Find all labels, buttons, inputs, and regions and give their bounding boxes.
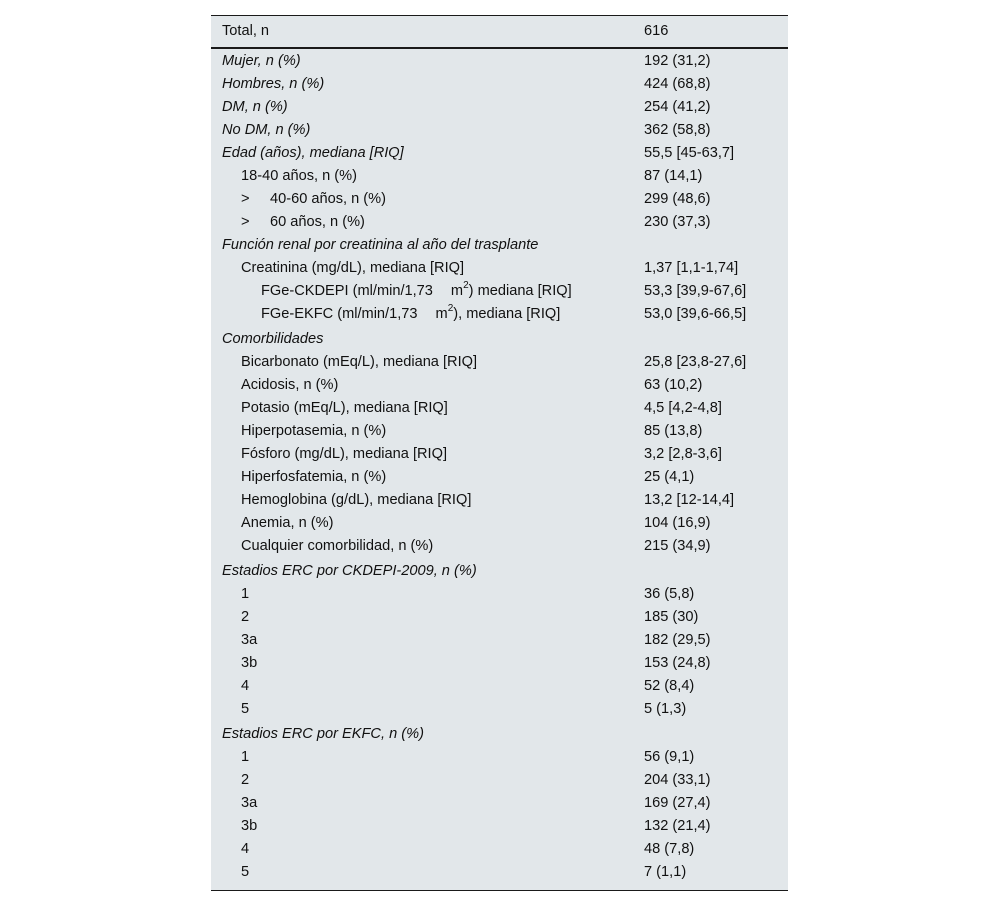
table-body — [211, 49, 788, 890]
row-value: 56 (9,1) — [644, 749, 695, 765]
table-header-row — [211, 16, 788, 49]
table-row — [211, 652, 788, 675]
row-label-text: 3a — [241, 632, 258, 648]
row-value: 424 (68,8) — [644, 76, 711, 92]
row-label — [241, 698, 249, 721]
row-label — [261, 303, 560, 326]
row-label — [241, 769, 249, 792]
row-label-text: Comorbilidades — [222, 331, 324, 347]
table-row — [211, 142, 788, 165]
row-label-text: Creatinina (mg/dL), mediana [RIQ] — [241, 260, 465, 276]
row-label-text: Anemia, n (%) — [241, 515, 334, 531]
row-label-suffix: ), mediana [RIQ] — [453, 306, 561, 322]
row-label — [222, 73, 324, 96]
row-value: 182 (29,5) — [644, 632, 711, 648]
row-label-text: 3a — [241, 795, 258, 811]
row-label — [241, 165, 357, 188]
table-row — [211, 119, 788, 142]
row-value: 104 (16,9) — [644, 515, 711, 531]
row-label — [241, 815, 257, 838]
row-value: 55,5 [45-63,7] — [644, 145, 735, 161]
row-label — [241, 374, 338, 397]
table-row — [211, 50, 788, 73]
row-value: 215 (34,9) — [644, 538, 711, 554]
row-value: 1,37 [1,1-1,74] — [644, 260, 739, 276]
row-value: 5 (1,3) — [644, 701, 687, 717]
row-label-text: Edad (años), mediana [RIQ] — [222, 145, 404, 161]
table-row — [211, 420, 788, 443]
row-label — [222, 723, 424, 746]
row-label — [241, 675, 249, 698]
row-label-text: 1 — [241, 749, 250, 765]
row-label-text: Hombres, n (%) — [222, 76, 325, 92]
row-label-text: FGe-CKDEPI (ml/min/1,73 — [261, 283, 433, 299]
table-row — [211, 73, 788, 96]
table-row — [211, 489, 788, 512]
row-value: 204 (33,1) — [644, 772, 711, 788]
table-row — [211, 328, 788, 351]
table-row — [211, 96, 788, 119]
row-value: 192 (31,2) — [644, 53, 711, 69]
row-value: 153 (24,8) — [644, 655, 711, 671]
row-value: 53,0 [39,6-66,5] — [644, 306, 747, 322]
row-label-text: Hemoglobina (g/dL), mediana [RIQ] — [241, 492, 472, 508]
row-label — [261, 280, 572, 303]
row-label — [241, 606, 249, 629]
table-row — [211, 397, 788, 420]
row-value: 63 (10,2) — [644, 377, 703, 393]
table-row — [211, 815, 788, 838]
row-label — [241, 211, 365, 234]
table-row — [211, 792, 788, 815]
table-row — [211, 234, 788, 257]
row-label — [241, 861, 249, 884]
row-value: 85 (13,8) — [644, 423, 703, 439]
unit-m: m — [450, 283, 464, 299]
row-label — [241, 838, 249, 861]
row-value: 7 (1,1) — [644, 864, 687, 880]
table-row — [211, 211, 788, 234]
row-value: 132 (21,4) — [644, 818, 711, 834]
table-row — [211, 512, 788, 535]
row-label-text: Potasio (mEq/L), mediana [RIQ] — [241, 400, 448, 416]
row-label-text: 1 — [241, 586, 250, 602]
table-row — [211, 466, 788, 489]
row-label-text: 2 — [241, 772, 250, 788]
table-row — [211, 675, 788, 698]
row-label-text: 4 — [241, 841, 250, 857]
row-label — [241, 629, 257, 652]
row-label-text: 3b — [241, 818, 258, 834]
row-value: 25,8 [23,8-27,6] — [644, 354, 747, 370]
row-label — [241, 188, 386, 211]
row-label-text: Hiperpotasemia, n (%) — [241, 423, 387, 439]
row-label-text: Estadios ERC por EKFC, n (%) — [222, 726, 424, 742]
row-label — [241, 792, 257, 815]
row-label — [241, 489, 471, 512]
table-row — [211, 723, 788, 746]
row-value: 230 (37,3) — [644, 214, 711, 230]
row-label — [241, 583, 249, 606]
row-value: 25 (4,1) — [644, 469, 695, 485]
unit-superscript: 2 — [463, 280, 469, 292]
data-table — [211, 15, 788, 891]
table-row — [211, 535, 788, 560]
row-value: 3,2 [2,8-3,6] — [644, 446, 722, 462]
row-label-text: Bicarbonato (mEq/L), mediana [RIQ] — [241, 354, 478, 370]
greater-than-symbol: > — [241, 191, 250, 207]
table-row — [211, 746, 788, 769]
row-label — [241, 420, 386, 443]
row-label — [222, 50, 301, 73]
row-value: 254 (41,2) — [644, 99, 711, 115]
table-row — [211, 861, 788, 884]
row-label — [222, 142, 404, 165]
row-label-text: No DM, n (%) — [222, 122, 311, 138]
row-label-text: 40-60 años, n (%) — [270, 191, 387, 207]
row-label-text: Estadios ERC por CKDEPI-2009, n (%) — [222, 563, 477, 579]
table-row — [211, 351, 788, 374]
row-label-text: Hiperfosfatemia, n (%) — [241, 469, 387, 485]
row-value: 48 (7,8) — [644, 841, 695, 857]
unit-superscript: 2 — [447, 303, 454, 315]
row-label-text: Acidosis, n (%) — [241, 377, 339, 393]
table-row — [211, 560, 788, 583]
table-row — [211, 698, 788, 723]
row-label — [241, 257, 464, 280]
row-label-text: FGe-EKFC (ml/min/1,73 — [261, 306, 418, 322]
table-row — [211, 606, 788, 629]
row-value: 13,2 [12-14,4] — [644, 492, 735, 508]
row-value: 169 (27,4) — [644, 795, 711, 811]
row-label-text: Mujer, n (%) — [222, 53, 301, 69]
row-label-suffix: ) mediana [RIQ] — [468, 283, 572, 299]
row-label-text: Fósforo (mg/dL), mediana [RIQ] — [241, 446, 448, 462]
table-row — [211, 769, 788, 792]
row-label-text: Cualquier comorbilidad, n (%) — [241, 538, 434, 554]
header-label: Total, n — [222, 23, 270, 39]
table-row — [211, 629, 788, 652]
table-row — [211, 443, 788, 466]
row-label-text: 5 — [241, 864, 250, 880]
row-label — [222, 328, 323, 351]
table-row — [211, 257, 788, 280]
header-value: 616 — [644, 23, 669, 39]
row-value: 362 (58,8) — [644, 122, 711, 138]
row-value: 4,5 [4,2-4,8] — [644, 400, 722, 416]
row-value: 36 (5,8) — [644, 586, 695, 602]
row-label-text: 3b — [241, 655, 258, 671]
row-label — [222, 96, 288, 119]
table-row — [211, 165, 788, 188]
row-value: 53,3 [39,9-67,6] — [644, 283, 747, 299]
row-label — [222, 234, 538, 257]
table-row — [211, 188, 788, 211]
row-label-text: Función renal por creatinina al año del trasplante — [222, 237, 539, 253]
row-label — [222, 119, 310, 142]
row-value: 87 (14,1) — [644, 168, 703, 184]
row-label-text: 60 años, n (%) — [270, 214, 365, 230]
row-value: 185 (30) — [644, 609, 699, 625]
unit-m: m — [435, 306, 448, 322]
table-row — [211, 303, 788, 328]
row-value: 299 (48,6) — [644, 191, 711, 207]
row-label — [241, 466, 386, 489]
row-label-text: 18-40 años, n (%) — [241, 168, 358, 184]
greater-than-symbol: > — [241, 214, 250, 230]
row-label — [241, 652, 257, 675]
table-row — [211, 374, 788, 397]
row-label — [241, 351, 477, 374]
row-label — [241, 512, 333, 535]
row-label — [241, 397, 448, 420]
row-value: 52 (8,4) — [644, 678, 695, 694]
row-label — [241, 443, 447, 466]
row-label — [241, 746, 249, 769]
row-label-text: DM, n (%) — [222, 99, 288, 115]
row-label-text: 2 — [241, 609, 250, 625]
row-label-text: 5 — [241, 701, 250, 717]
table-row — [211, 583, 788, 606]
row-label — [222, 560, 477, 583]
table-row — [211, 280, 788, 303]
row-label-text: 4 — [241, 678, 250, 694]
row-label — [241, 535, 433, 558]
table-row — [211, 838, 788, 861]
